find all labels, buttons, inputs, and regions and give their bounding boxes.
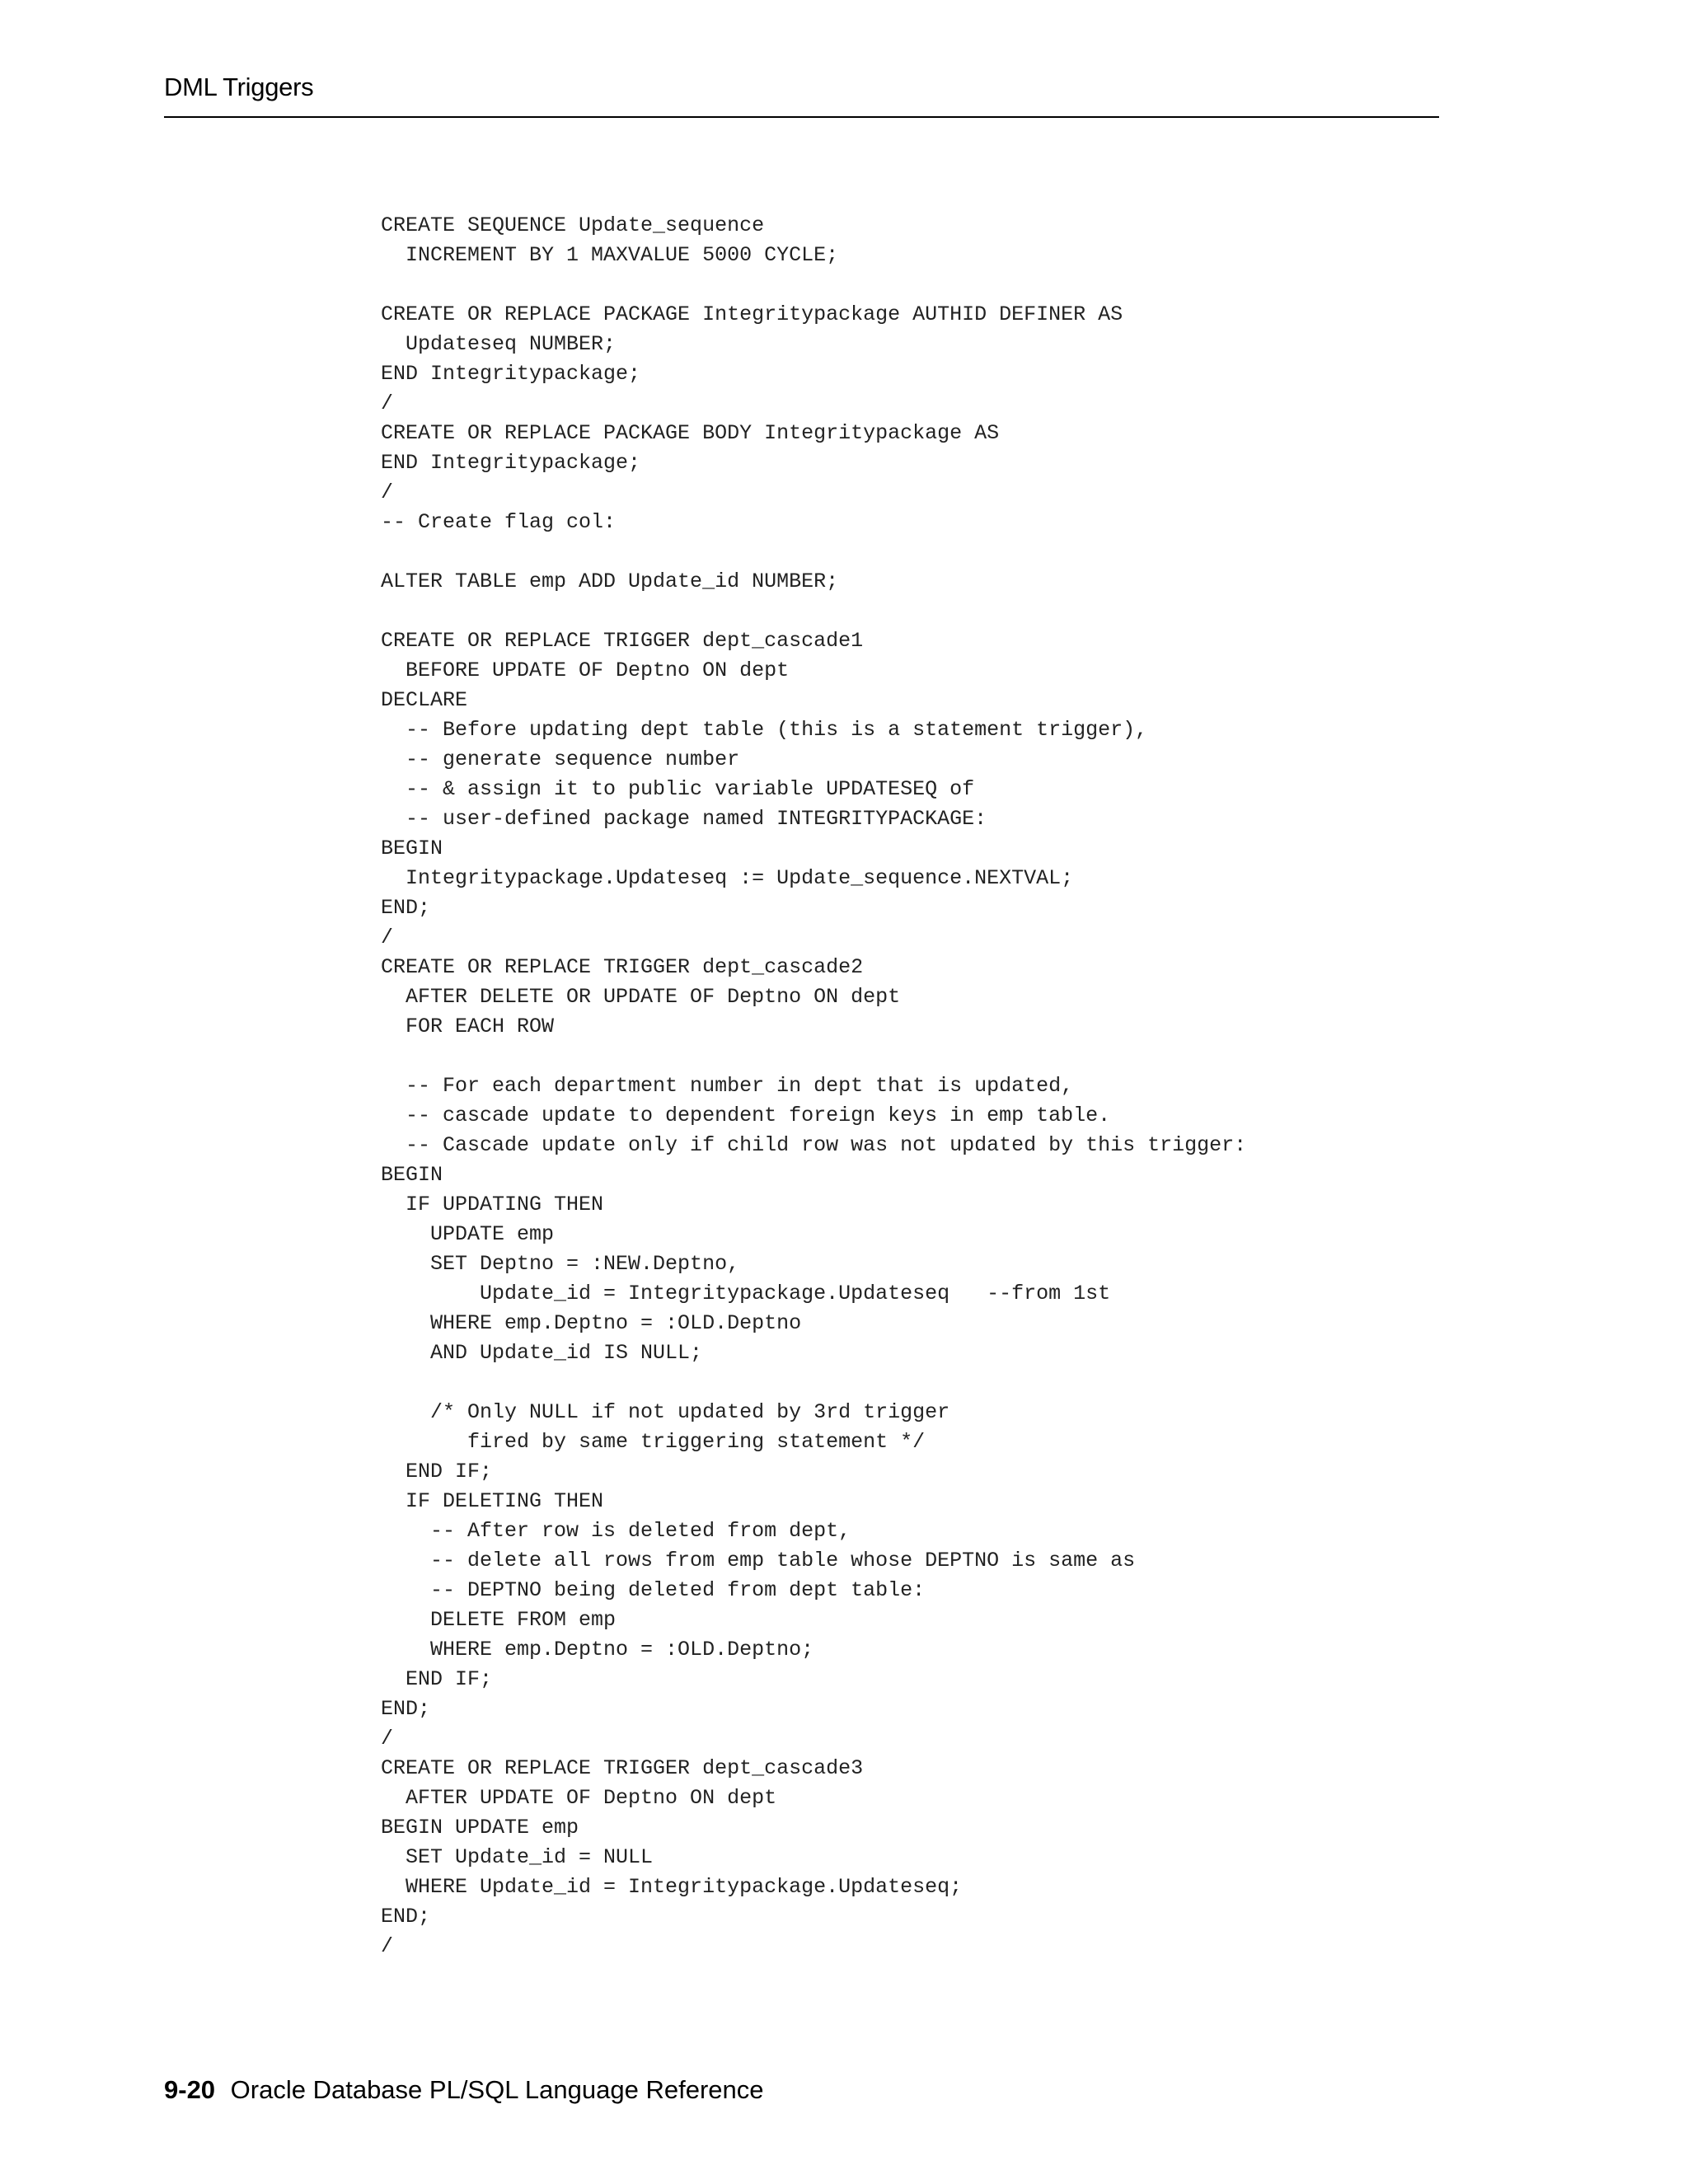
- code-line: WHERE Update_id = Integritypackage.Updateseq;: [381, 1875, 963, 1899]
- code-line: FOR EACH ROW: [381, 1015, 555, 1038]
- code-line: Updateseq NUMBER;: [381, 332, 617, 356]
- code-line: BEGIN UPDATE emp: [381, 1816, 579, 1840]
- code-line: SET Update_id = NULL: [381, 1845, 654, 1869]
- code-line: /: [381, 1727, 394, 1750]
- code-line: [381, 597, 1246, 626]
- code-line: -- Cascade update only if child row was not updated by this trigger:: [381, 1133, 1247, 1157]
- code-line: -- DEPTNO being deleted from dept table:: [381, 1578, 926, 1602]
- code-line: BEGIN: [381, 1163, 443, 1187]
- code-line: /: [381, 391, 394, 415]
- code-line: END Integritypackage;: [381, 362, 641, 386]
- code-line: Update_id = Integritypackage.Updateseq --from 1st: [381, 1282, 1111, 1305]
- code-line: DELETE FROM emp: [381, 1608, 617, 1632]
- code-line: BEGIN: [381, 837, 443, 860]
- code-line: ALTER TABLE emp ADD Update_id NUMBER;: [381, 569, 839, 593]
- code-line: -- user-defined package named INTEGRITYPACKAGE:: [381, 807, 987, 831]
- code-line: /* Only NULL if not updated by 3rd trigger: [381, 1400, 950, 1424]
- code-line: [381, 537, 1246, 567]
- code-line: -- For each department number in dept that is updated,: [381, 1074, 1074, 1098]
- code-line: /: [381, 1934, 394, 1958]
- code-example: [381, 211, 1246, 1961]
- code-line: -- cascade update to dependent foreign keys in emp table.: [381, 1104, 1111, 1127]
- code-line: CREATE OR REPLACE TRIGGER dept_cascade3: [381, 1756, 864, 1780]
- code-line: -- generate sequence number: [381, 748, 740, 771]
- code-line: -- Create flag col:: [381, 510, 617, 534]
- code-line: END IF;: [381, 1667, 493, 1691]
- code-line: [381, 1042, 1246, 1071]
- code-line: IF UPDATING THEN: [381, 1193, 604, 1216]
- code-line: [381, 1368, 1246, 1398]
- code-line: WHERE emp.Deptno = :OLD.Deptno: [381, 1311, 802, 1335]
- code-line: UPDATE emp: [381, 1222, 555, 1246]
- code-line: DECLARE: [381, 688, 468, 712]
- page-number: 9-20: [164, 2075, 216, 2104]
- header-divider: [164, 116, 1439, 118]
- code-line: INCREMENT BY 1 MAXVALUE 5000 CYCLE;: [381, 243, 839, 267]
- running-header: DML Triggers: [164, 73, 314, 101]
- code-line: END;: [381, 1697, 431, 1721]
- book-title: Oracle Database PL/SQL Language Reference: [230, 2075, 764, 2104]
- code-line: AND Update_id IS NULL;: [381, 1341, 703, 1365]
- code-line: SET Deptno = :NEW.Deptno,: [381, 1252, 740, 1276]
- code-line: [381, 270, 1246, 300]
- code-line: CREATE OR REPLACE PACKAGE Integritypackage AUTHID DEFINER AS: [381, 302, 1123, 326]
- page-footer: [164, 2075, 764, 2105]
- code-line: -- After row is deleted from dept,: [381, 1519, 851, 1543]
- code-line: END IF;: [381, 1460, 493, 1483]
- code-line: AFTER UPDATE OF Deptno ON dept: [381, 1786, 777, 1810]
- code-line: -- Before updating dept table (this is a statement trigger),: [381, 718, 1148, 742]
- code-line: AFTER DELETE OR UPDATE OF Deptno ON dept: [381, 985, 901, 1009]
- code-line: /: [381, 480, 394, 504]
- code-line: IF DELETING THEN: [381, 1489, 604, 1513]
- code-line: END Integritypackage;: [381, 451, 641, 475]
- code-line: CREATE OR REPLACE PACKAGE BODY Integritypackage AS: [381, 421, 1000, 445]
- code-line: WHERE emp.Deptno = :OLD.Deptno;: [381, 1638, 814, 1661]
- code-line: BEFORE UPDATE OF Deptno ON dept: [381, 658, 790, 682]
- code-line: END;: [381, 896, 431, 920]
- code-line: END;: [381, 1905, 431, 1929]
- code-line: -- delete all rows from emp table whose DEPTNO is same as: [381, 1549, 1136, 1572]
- code-line: -- & assign it to public variable UPDATESEQ of: [381, 777, 975, 801]
- code-line: CREATE SEQUENCE Update_sequence: [381, 213, 765, 237]
- code-line: fired by same triggering statement */: [381, 1430, 926, 1454]
- code-line: CREATE OR REPLACE TRIGGER dept_cascade1: [381, 629, 864, 653]
- code-line: /: [381, 926, 394, 949]
- code-line: CREATE OR REPLACE TRIGGER dept_cascade2: [381, 955, 864, 979]
- code-line: Integritypackage.Updateseq := Update_sequence.NEXTVAL;: [381, 866, 1074, 890]
